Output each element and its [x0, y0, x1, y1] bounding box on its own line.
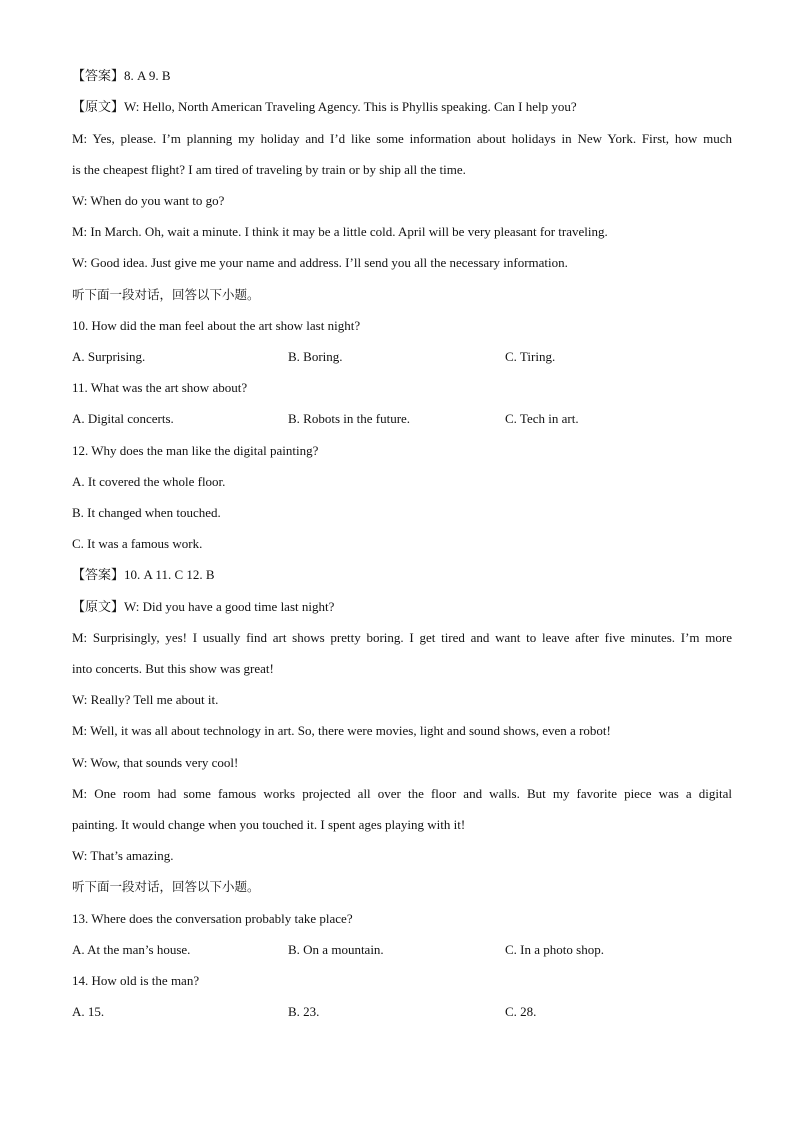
question-11: 11. What was the art show about?	[72, 380, 248, 395]
answer-key-10-12: 【答案】10. A 11. C 12. B	[72, 567, 215, 582]
question-12: 12. Why does the man like the digital painting?	[72, 443, 319, 458]
option-13-a: A. At the man’s house.	[72, 942, 191, 957]
option-11-b: B. Robots in the future.	[288, 411, 411, 426]
script-line: M: Well, it was all about technology in art. So, there were movies, light and sound shows, even a robot!	[72, 723, 611, 738]
option-10-c: C. Tiring.	[505, 349, 556, 364]
option-10-a: A. Surprising.	[72, 349, 146, 364]
section-instruction: 听下面一段对话，回答以下小题。	[72, 287, 260, 302]
question-10: 10. How did the man feel about the art show last night?	[72, 318, 361, 333]
option-13-c: C. In a photo shop.	[505, 942, 604, 957]
question-13: 13. Where does the conversation probably take place?	[72, 911, 353, 926]
option-11-a: A. Digital concerts.	[72, 411, 174, 426]
option-14-b: B. 23.	[288, 1004, 320, 1019]
script-line: M: Surprisingly, yes! I usually find art shows pretty boring. I get tired and want to leave after five minutes. I’m more	[72, 630, 732, 645]
script-line: painting. It would change when you touched it. I spent ages playing with it!	[72, 817, 466, 832]
option-11-c: C. Tech in art.	[505, 411, 579, 426]
option-14-a: A. 15.	[72, 1004, 105, 1019]
script-line: W: When do you want to go?	[72, 193, 225, 208]
script-line: is the cheapest flight? I am tired of traveling by train or by ship all the time.	[72, 162, 466, 177]
script-line: M: In March. Oh, wait a minute. I think it may be a little cold. April will be very pleasant for traveling.	[72, 224, 608, 239]
option-12-a: A. It covered the whole floor.	[72, 474, 226, 489]
option-12-c: C. It was a famous work.	[72, 536, 203, 551]
script-line: W: Wow, that sounds very cool!	[72, 755, 239, 770]
script-line: M: Yes, please. I’m planning my holiday and I’d like some information about holidays in New York. First, how much	[72, 131, 732, 146]
script-line: M: One room had some famous works projected all over the floor and walls. But my favorite piece was a digital	[72, 786, 732, 801]
option-14-c: C. 28.	[505, 1004, 537, 1019]
script-line: 【原文】W: Hello, North American Traveling Agency. This is Phyllis speaking. Can I help you?	[72, 99, 577, 114]
option-10-b: B. Boring.	[288, 349, 343, 364]
script-line: W: Good idea. Just give me your name and address. I’ll send you all the necessary information.	[72, 255, 568, 270]
script-line: into concerts. But this show was great!	[72, 661, 274, 676]
script-line: W: That’s amazing.	[72, 848, 174, 863]
question-14: 14. How old is the man?	[72, 973, 200, 988]
script-line: W: Really? Tell me about it.	[72, 692, 219, 707]
option-12-b: B. It changed when touched.	[72, 505, 221, 520]
section-instruction: 听下面一段对话，回答以下小题。	[72, 879, 260, 894]
option-13-b: B. On a mountain.	[288, 942, 384, 957]
answer-key-8-9: 【答案】8. A 9. B	[72, 68, 171, 83]
script-line: 【原文】W: Did you have a good time last night?	[72, 599, 335, 614]
